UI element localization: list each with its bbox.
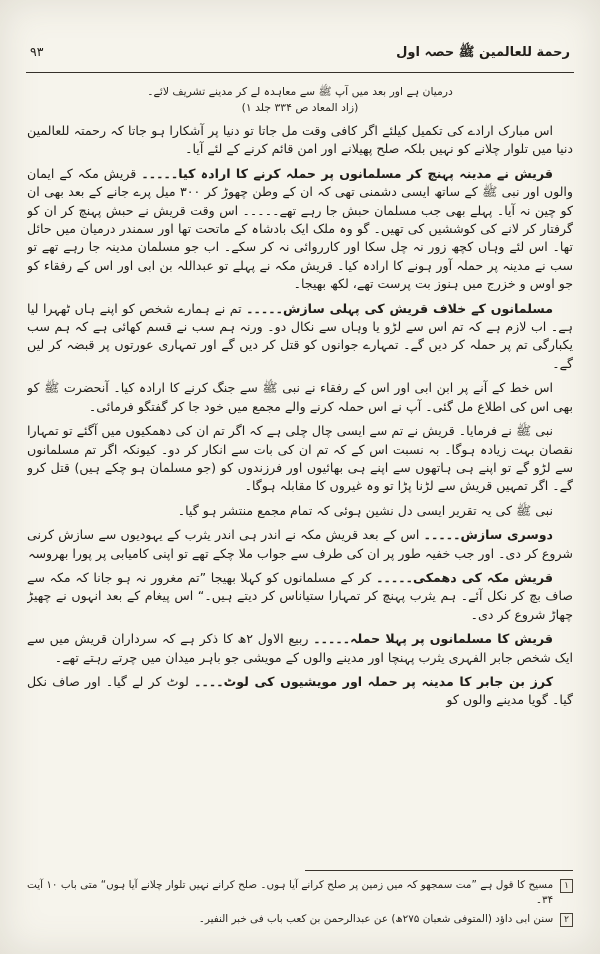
paragraph-text: ربیع الاول ۲ھ کا ذکر ہے کہ سرداران قریش میں سے ایک شخص جابر الفہری یثرب پہنچا اور مدینے والوں کے مویشی جو باہر میدان میں چرتے رہتے تھے۔ [27, 631, 573, 665]
paragraph [27, 379, 573, 416]
footnote-text: سنن ابی داؤد (المتوفی شعبان ۲۷۵ھ) عن عبدالرحمن بن کعب باب فی خبر النفیر۔ [198, 913, 554, 925]
book-title: رحمة للعالمین ﷺ حصہ اول [396, 45, 570, 60]
footnotes-section [27, 870, 573, 932]
paragraph [27, 526, 573, 563]
paragraph-text: اس مبارک ارادے کی تکمیل کیلئے اگر کافی وقت مل جاتا تو دنیا پر آشکارا ہو جاتا کہ رحمتہ للعالمین دنیا میں تلوار چلانے کو نہیں بلکہ صلح پھیلانے اور امن قائم کرنے کے لئے آیا۔ [27, 123, 573, 157]
paragraph-text: لوٹ کر لے گیا۔ اور صاف نکل گیا۔ گویا مدینے والوں کو [27, 673, 573, 708]
paragraph-heading: مسلمانوں کے خلاف قریش کی پہلی سازش۔۔۔۔۔ [246, 300, 553, 316]
footnote [27, 878, 573, 907]
paragraph-text: نبی ﷺ نے فرمایا۔ قریش نے تم سے ایسی چال چلی ہے کہ اگر تم ان کی دھمکیوں میں آگئے تو تمہارا نقصان بہت زیادہ ہوگا۔ بہ نسبت اس کے کہ تم ان کی بات سے انکار کر دو۔ کیونکہ اگر تم مسلمانوں سے لڑو گے تو اپنے ہی ہاتھوں سے اپنے ہی بھائیوں اور فرزندوں کو (جو مسلمان ہو چکے ہیں) قتل کرو گے۔ اگر تمہیں قریش سے لڑنا پڑا تو وہ غیروں کا مقابلہ ہوگا۔ [27, 423, 573, 494]
paragraph-text: کر کے مسلمانوں کو کہلا بھیجا ”تم مغرور نہ ہو جانا کہ مکہ سے صاف بچ کر نکل آئے۔ ہم یثرب پہنچ کر تمہارا ستیاناس کر دیتے ہیں۔“ اس پیغام کے بعد انہوں نے چھیڑ چھاڑ شروع کر دی۔ [27, 569, 573, 622]
paragraph [27, 569, 573, 624]
paragraph-text: اس خط کے آنے پر ابن ابی اور اس کے رفقاء نے نبی ﷺ سے جنگ کرنے کا ارادہ کیا۔ آنحضرت ﷺ کو بھی اس کی اطلاع مل گئی۔ آپ نے اس حملہ کرنے والے مجمع میں خود جا کر گفتگو فرمائی۔ [27, 380, 573, 414]
footnote-text: مسیح کا قول ہے ”مت سمجھو کہ میں زمین پر صلح کرانے آیا ہوں۔ صلح کرانے نہیں تلوار چلانے آیا ہوں“ متی باب ۱۰ آیت ۳۴۔ [27, 879, 554, 906]
paragraph-text: اس کے بعد قریش مکہ نے اندر ہی اندر یثرب کے یہودیوں سے سازش کرنی شروع کر دی۔ اور جب خفیہ طور پر ان کی طرف سے جواب ملا چکے تھے تو اپنی کامیابی پر پورا بھروسہ [27, 527, 573, 561]
body-text [27, 122, 573, 864]
paragraph-text: تم نے ہمارے شخص کو اپنے ہاں ٹھہرا لیا ہے۔ اب لازم ہے کہ تم اس سے لڑو یا وہاں سے نکال دو۔ ورنہ ہم سب نے قسم کھائی ہے کہ ہم سب یکبارگی تم پر حملہ کر دیں گے۔ تمہارے جوانوں کو قتل کر دیں گے اور تمہاری عورتوں پر قبضہ کر لیں گے۔ [27, 300, 573, 371]
footnote [27, 912, 573, 927]
footnote-number: ۱ [560, 879, 573, 893]
citation-block [55, 84, 545, 115]
paragraph [27, 502, 573, 520]
paragraph [27, 630, 573, 667]
paragraph [27, 300, 573, 374]
paragraph-heading: قریش مکہ کی دھمکی۔۔۔۔۔ [376, 569, 553, 585]
footnote-rule [305, 870, 573, 871]
citation-line: درمیان ہے اور بعد میں آپ ﷺ سے معاہدہ لے کر مدینے تشریف لائے۔ [147, 85, 453, 98]
header-rule [26, 72, 574, 73]
paragraph [27, 422, 573, 496]
paragraph [27, 165, 573, 294]
page-number: ۹۳ [30, 44, 44, 59]
paragraph-text: قریش مکہ کے ایمان والوں اور نبی ﷺ کے ساتھ ایسی دشمنی تھی کہ ان کے وطن چھوڑ کر ۳۰۰ میل پرے جانے کے بعد بھی ان کو چین نہ آیا۔ پہلے بھی جب مسلمان حبش جا رہے تھے۔۔۔۔۔ اس وقت قریش نے حبش پہنچ کر ان کو گرفتار کر لانے کی کوششیں کی تھیں۔ گو وہ ملک ایک بادشاہ کے ماتحت تھا اور سمندر درمیان میں حائل تھا۔ اس لئے وہاں کچھ زور نہ چل سکا اور کارروائی نہ کر سکے۔ اب جو مسلمان مدینہ جا رہے تھے تو سب نے مدینہ پر حملہ آور ہونے کا ارادہ کیا۔ قریش مکہ نے پہلے تو عبداللہ بن ابی اور اس کے رفقاء کو جو اوس و خزرج میں ہنوز بت پرست تھے، لکھ بھیجا۔ [27, 165, 573, 292]
paragraph-heading: قریش کا مسلمانوں پر پہلا حملہ۔۔۔۔۔ [313, 631, 554, 647]
paragraph [27, 122, 573, 159]
paragraph-text: نبی ﷺ کی یہ تقریر ایسی دل نشین ہوئی کہ تمام مجمع منتشر ہو گیا۔ [177, 502, 553, 518]
paragraph-heading: کرز بن جابر کا مدینہ پر حملہ اور مویشیوں کی لوٹ۔۔۔۔ [194, 673, 554, 689]
paragraph-heading: دوسری سازش۔۔۔۔۔ [423, 527, 553, 543]
citation-source: (زاد المعاد ص ۳۳۴ جلد ۱) [241, 101, 359, 114]
page-header [30, 44, 570, 63]
footnote-number: ۲ [560, 913, 573, 927]
paragraph [27, 673, 573, 710]
paragraph-heading: قریش نے مدینہ پہنچ کر مسلمانوں پر حملہ کرنے کا ارادہ کیا۔۔۔۔۔ [141, 165, 553, 181]
